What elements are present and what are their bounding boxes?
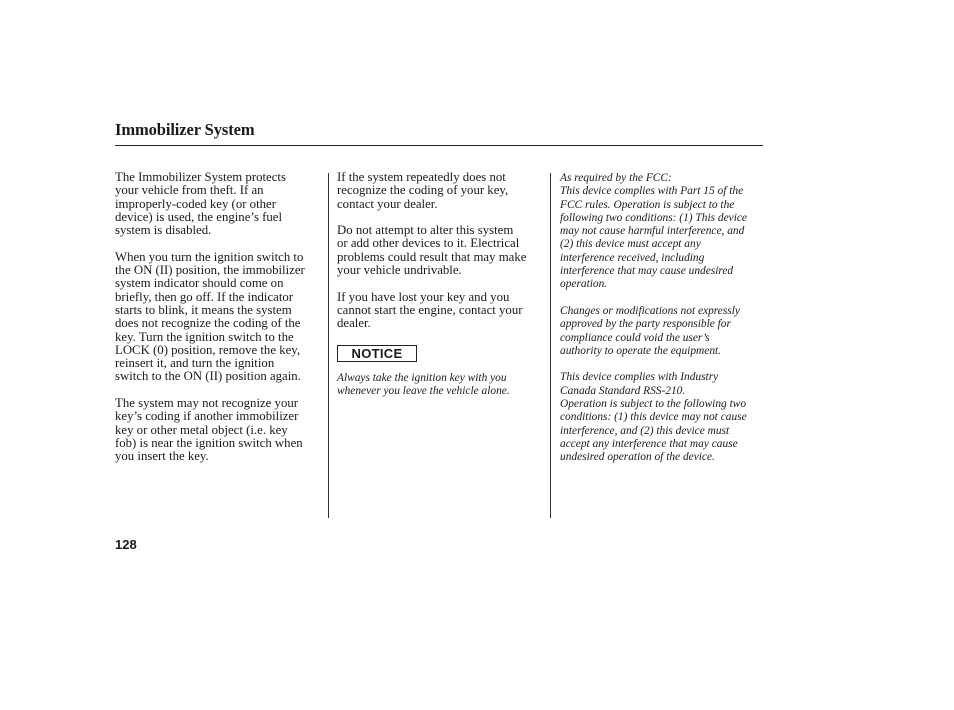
fcc-paragraph: As required by the FCC: This device complies with Part 15 of the FCC rules. Operation is subject to the following two conditions: (1) This device may not cause harmful interference, and (2) this device must accept any interference received, including interference that may cause undesired operation. [560, 172, 747, 291]
paragraph: The system may not recognize your key’s coding if another immobilizer key or other metal object (i.e. key fob) is near the ignition switch when you insert the key. [115, 396, 303, 464]
paragraph: If you have lost your key and you cannot start the engine, contact your dealer. [337, 289, 523, 331]
column-divider [550, 173, 551, 518]
column-1 [115, 171, 325, 477]
page-title: Immobilizer System [115, 120, 255, 139]
notice-label: NOTICE [337, 345, 417, 362]
paragraph: When you turn the ignition switch to the ON (II) position, the immobilizer system indicator should come on briefly, then go off. If the indicator starts to blink, it means the system does not recognize the coding of the key. Turn the ignition switch to the LOCK (0) position, remove the key, reinsert it, and turn the ignition switch to the ON (II) position again. [115, 249, 305, 384]
column-3 [560, 172, 765, 478]
column-divider [328, 173, 329, 518]
notice-text: Always take the ignition key with you whenever you leave the vehicle alone. [337, 372, 510, 398]
paragraph: The Immobilizer System protects your vehicle from theft. If an improperly-coded key (or other device) is used, the engine’s fuel system is disabled. [115, 170, 286, 238]
title-rule [115, 145, 763, 146]
page-number: 128 [115, 537, 137, 552]
paragraph: Do not attempt to alter this system or add other devices to it. Electrical problems could result that may make your vehicle undrivable. [337, 223, 527, 278]
paragraph: If the system repeatedly does not recognize the coding of your key, contact your dealer. [337, 170, 509, 211]
fcc-paragraph: This device complies with Industry Canada Standard RSS-210. Operation is subject to the following two conditions: (1) this device may not cause interference, and (2) this device must accept any interference that may cause undesired operation of the device. [560, 371, 747, 464]
fcc-paragraph: Changes or modifications not expressly approved by the party responsible for compliance could void the user’s authority to operate the equipment. [560, 304, 740, 357]
column-2 [337, 171, 547, 344]
